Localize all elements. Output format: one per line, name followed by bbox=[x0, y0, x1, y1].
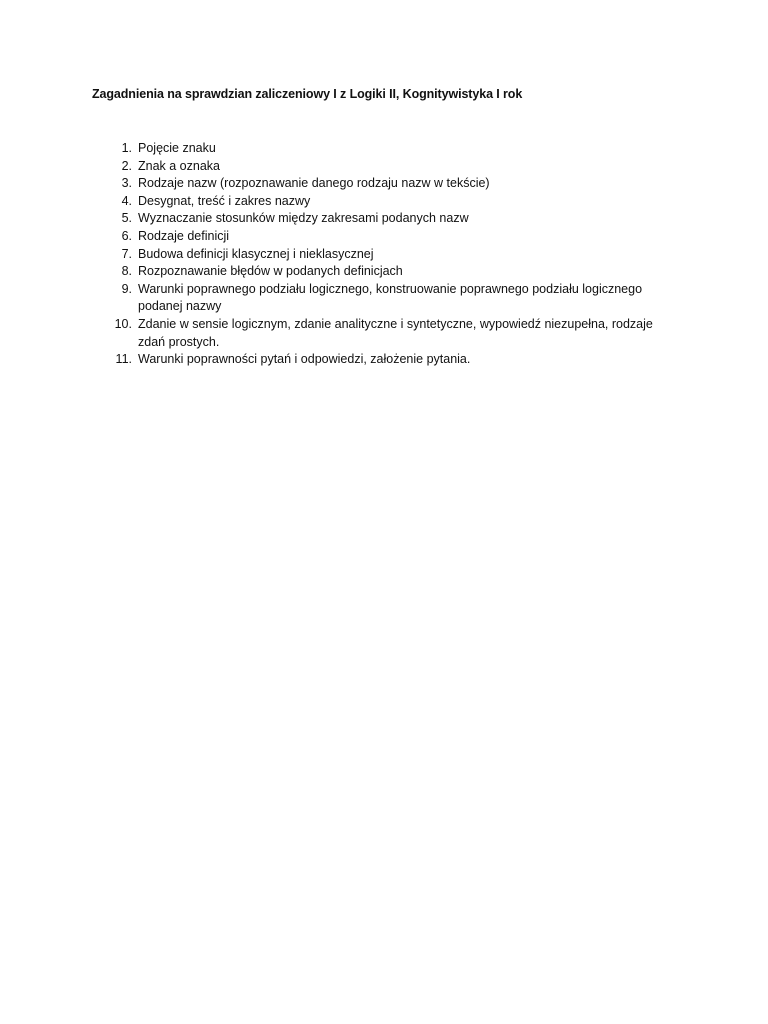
list-item-text: Rozpoznawanie błędów w podanych definicjach bbox=[138, 264, 403, 279]
list-item-text: Pojęcie znaku bbox=[138, 141, 216, 155]
list-item-text: Zdanie w sensie logicznym, zdanie analityczne i syntetyczne, wypowiedź niezupełna, rodzaje zdań prostych. bbox=[138, 316, 653, 349]
list-item-number: 3. bbox=[121, 176, 132, 191]
list-item bbox=[108, 140, 678, 158]
list-item-number: 9. bbox=[121, 281, 132, 296]
topics-list bbox=[108, 140, 678, 369]
list-item-text: Znak a oznaka bbox=[138, 158, 220, 173]
list-item bbox=[108, 281, 678, 316]
list-item-text: Rodzaje nazw (rozpoznawanie danego rodzaju nazw w tekście) bbox=[138, 176, 490, 191]
list-item-number: 4. bbox=[121, 193, 132, 208]
list-item bbox=[108, 316, 678, 351]
list-item-text: Budowa definicji klasycznej i nieklasycznej bbox=[138, 246, 374, 261]
list-item bbox=[108, 263, 678, 281]
list-item bbox=[108, 175, 678, 193]
document-title: Zagadnienia na sprawdzian zaliczeniowy I z Logiki II, Kognitywistyka I rok bbox=[92, 87, 523, 101]
list-item-number: 11. bbox=[115, 352, 132, 367]
list-item-number: 8. bbox=[121, 264, 132, 279]
list-item bbox=[108, 158, 678, 176]
list-item bbox=[108, 210, 678, 228]
list-item-text: Desygnat, treść i zakres nazwy bbox=[138, 193, 311, 208]
list-item bbox=[108, 193, 678, 211]
list-item-text: Rodzaje definicji bbox=[138, 228, 230, 243]
list-item bbox=[108, 351, 678, 369]
list-item-number: 10. bbox=[114, 316, 132, 331]
list-item-number: 1. bbox=[121, 141, 132, 155]
list-item-text: Warunki poprawnego podziału logicznego, konstruowanie poprawnego podziału logicznego podanej nazwy bbox=[138, 281, 643, 314]
list-item-text: Warunki poprawności pytań i odpowiedzi, założenie pytania. bbox=[138, 352, 471, 367]
list-item-number: 7. bbox=[121, 246, 132, 261]
list-item-number: 5. bbox=[121, 211, 132, 226]
list-item bbox=[108, 246, 678, 264]
list-item-text: Wyznaczanie stosunków między zakresami podanych nazw bbox=[138, 211, 469, 226]
list-item-number: 2. bbox=[121, 158, 132, 173]
list-item bbox=[108, 228, 678, 246]
list-item-number: 6. bbox=[121, 228, 132, 243]
